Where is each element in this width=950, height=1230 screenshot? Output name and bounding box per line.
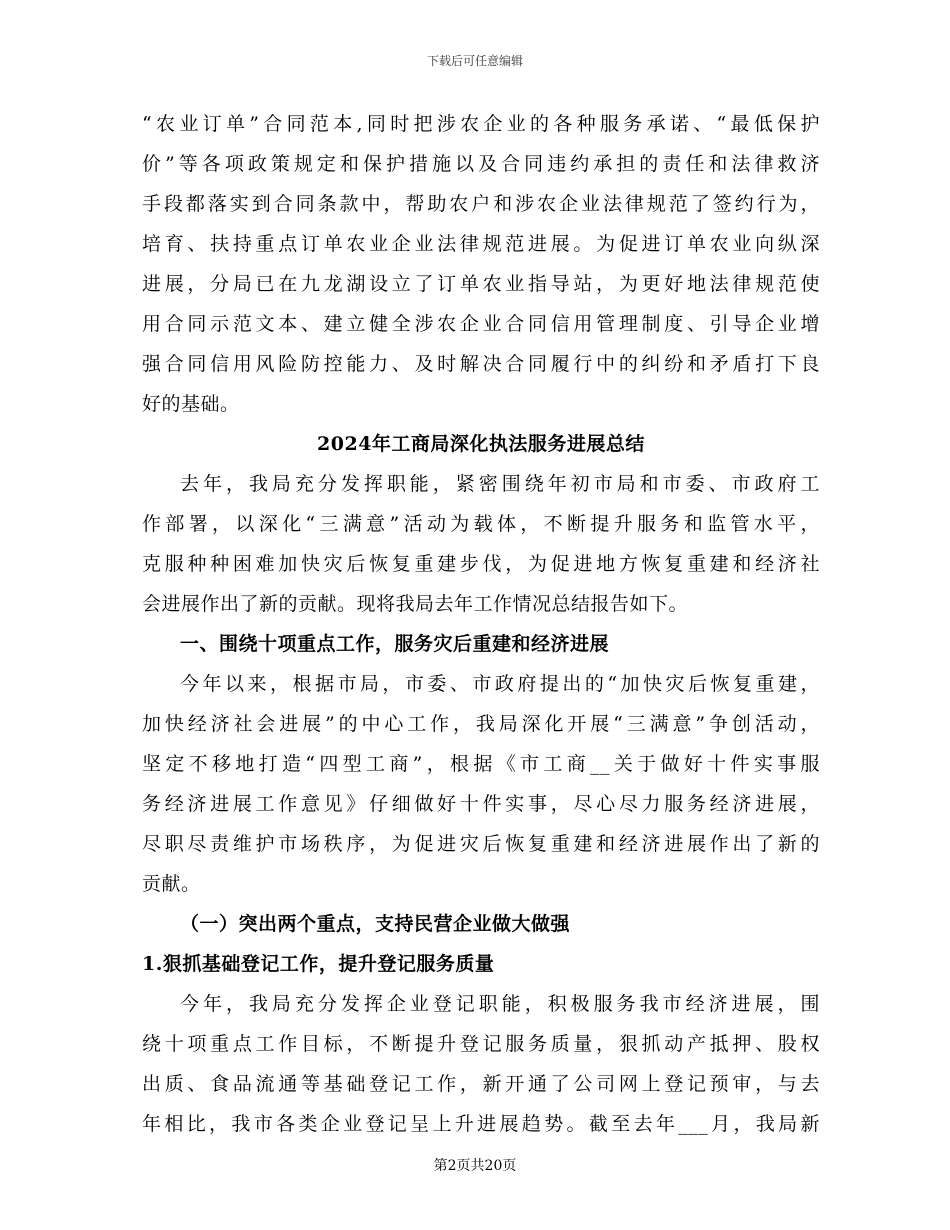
text-line: 会进展作出了新的贡献。现将我局去年工作情况总结报告如下。 bbox=[142, 593, 689, 615]
header-note: 下载后可任意编辑 bbox=[426, 54, 523, 68]
text-line: 今年以来，根据市局，市委、市政府提出的“加快灾后恢复重建， bbox=[180, 673, 820, 695]
text-line: 培育、扶持重点订单农业企业法律规范进展。为促进订单农业向纵深 bbox=[142, 233, 820, 255]
text-line: 年相比，我市各类企业登记呈上升进展趋势。截至去年___月，我局新 bbox=[142, 1113, 820, 1135]
section-heading: 1.狠抓基础登记工作，提升登记服务质量 bbox=[142, 953, 495, 975]
text-line: 贡献。 bbox=[142, 873, 201, 895]
document-title: 2024年工商局深化执法服务进展总结 bbox=[317, 433, 645, 455]
text-line: “农业订单”合同范本,同时把涉农企业的各种服务承诺、“最低保护 bbox=[142, 113, 820, 135]
text-line: 去年，我局充分发挥职能，紧密围绕年初市局和市委、市政府工 bbox=[180, 473, 820, 495]
text-line: 强合同信用风险防控能力、及时解决合同履行中的纠纷和矛盾打下良 bbox=[142, 353, 820, 375]
text-line: 进展，分局已在九龙湖设立了订单农业指导站，为更好地法律规范使 bbox=[142, 273, 820, 295]
text-line: 出质、食品流通等基础登记工作，新开通了公司网上登记预审，与去 bbox=[142, 1073, 820, 1095]
text-line: 克服种种困难加快灾后恢复重建步伐，为促进地方恢复重建和经济社 bbox=[142, 553, 820, 575]
page-number: 第2页共20页 bbox=[433, 1158, 517, 1174]
text-line: 今年，我局充分发挥企业登记职能，积极服务我市经济进展，围 bbox=[180, 993, 820, 1015]
text-line: 好的基础。 bbox=[142, 393, 240, 415]
text-line: 务经济进展工作意见》仔细做好十件实事，尽心尽力服务经济进展， bbox=[142, 793, 820, 815]
document-body bbox=[142, 104, 820, 1144]
text-line: 加快经济社会进展”的中心工作，我局深化开展“三满意”争创活动， bbox=[142, 713, 820, 735]
section-heading: （一）突出两个重点，支持民营企业做大做强 bbox=[180, 913, 571, 935]
text-line: 价”等各项政策规定和保护措施以及合同违约承担的责任和法律救济 bbox=[142, 153, 820, 175]
text-line: 用合同示范文本、建立健全涉农企业合同信用管理制度、引导企业增 bbox=[142, 313, 820, 335]
text-line: 绕十项重点工作目标，不断提升登记服务质量，狠抓动产抵押、股权 bbox=[142, 1033, 820, 1055]
text-line: 手段都落实到合同条款中，帮助农户和涉农企业法律规范了签约行为， bbox=[142, 193, 820, 215]
text-line: 尽职尽责维护市场秩序，为促进灾后恢复重建和经济进展作出了新的 bbox=[142, 833, 820, 855]
section-heading: 一、围绕十项重点工作，服务灾后重建和经济进展 bbox=[180, 633, 610, 655]
text-line: 作部署，以深化“三满意”活动为载体，不断提升服务和监管水平， bbox=[142, 513, 820, 535]
text-line: 坚定不移地打造“四型工商”，根据《市工商__关于做好十件实事服 bbox=[142, 753, 820, 775]
